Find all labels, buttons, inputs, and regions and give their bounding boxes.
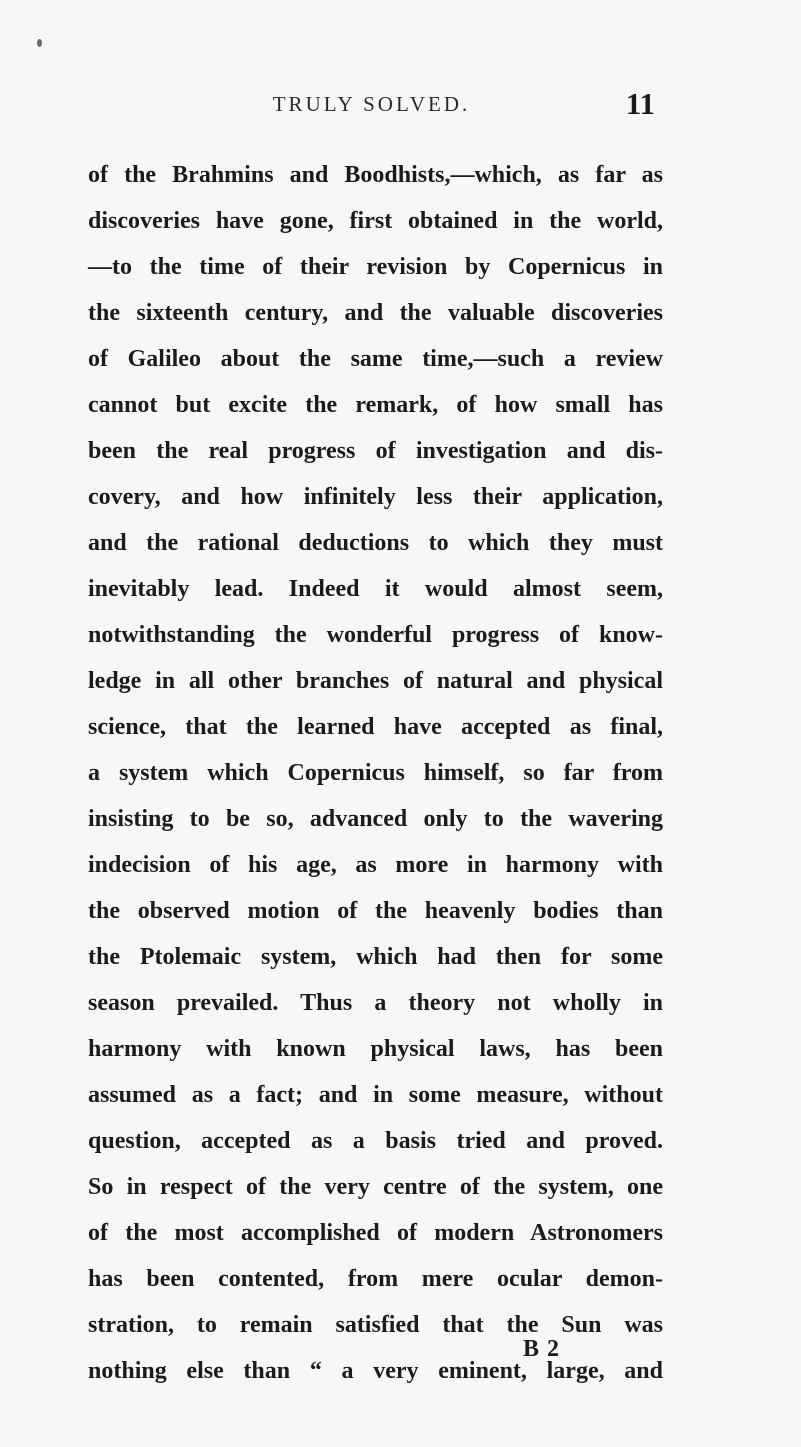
text-line: nothing else than “ a very eminent, large, and [88, 1358, 663, 1384]
text-line: season prevailed. Thus a theory not wholly in [88, 990, 663, 1016]
text-line: the Ptolemaic system, which had then for some [88, 944, 663, 970]
text-line: So in respect of the very centre of the system, one [88, 1174, 663, 1200]
text-line: a system which Copernicus himself, so far from [88, 760, 663, 786]
text-line: covery, and how infinitely less their application, [88, 484, 663, 510]
text-line: the observed motion of the heavenly bodies than [88, 898, 663, 924]
text-line: stration, to remain satisfied that the Sun was [88, 1312, 663, 1338]
text-line: of Galileo about the same time,—such a review [88, 346, 663, 372]
text-line: —to the time of their revision by Copernicus in [88, 254, 663, 280]
text-line: indecision of his age, as more in harmony with [88, 852, 663, 878]
text-line: of the most accomplished of modern Astronomers [88, 1220, 663, 1246]
text-line: the sixteenth century, and the valuable discoveries [88, 300, 663, 326]
text-line: insisting to be so, advanced only to the wavering [88, 806, 663, 832]
text-line: cannot but excite the remark, of how small has [88, 392, 663, 418]
text-line: question, accepted as a basis tried and proved. [88, 1128, 663, 1154]
text-line: science, that the learned have accepted as final, [88, 714, 663, 740]
page-header [88, 86, 655, 132]
text-line: of the Brahmins and Boodhists,—which, as far as [88, 162, 663, 188]
text-line: inevitably lead. Indeed it would almost seem, [88, 576, 663, 602]
text-line: notwithstanding the wonderful progress of know- [88, 622, 663, 648]
text-line: harmony with known physical laws, has been [88, 1036, 663, 1062]
text-line: and the rational deductions to which they must [88, 530, 663, 556]
text-line: been the real progress of investigation and dis- [88, 438, 663, 464]
body-text [88, 152, 663, 1394]
ink-speck [37, 39, 42, 47]
signature-mark: B 2 [523, 1336, 561, 1362]
running-head: TRULY SOLVED. [272, 92, 471, 116]
text-line: ledge in all other branches of natural and physical [88, 668, 663, 694]
text-line: discoveries have gone, first obtained in the world, [88, 208, 663, 234]
text-line: has been contented, from mere ocular demon- [88, 1266, 663, 1292]
text-line: assumed as a fact; and in some measure, without [88, 1082, 663, 1108]
page-number: 11 [625, 86, 655, 121]
